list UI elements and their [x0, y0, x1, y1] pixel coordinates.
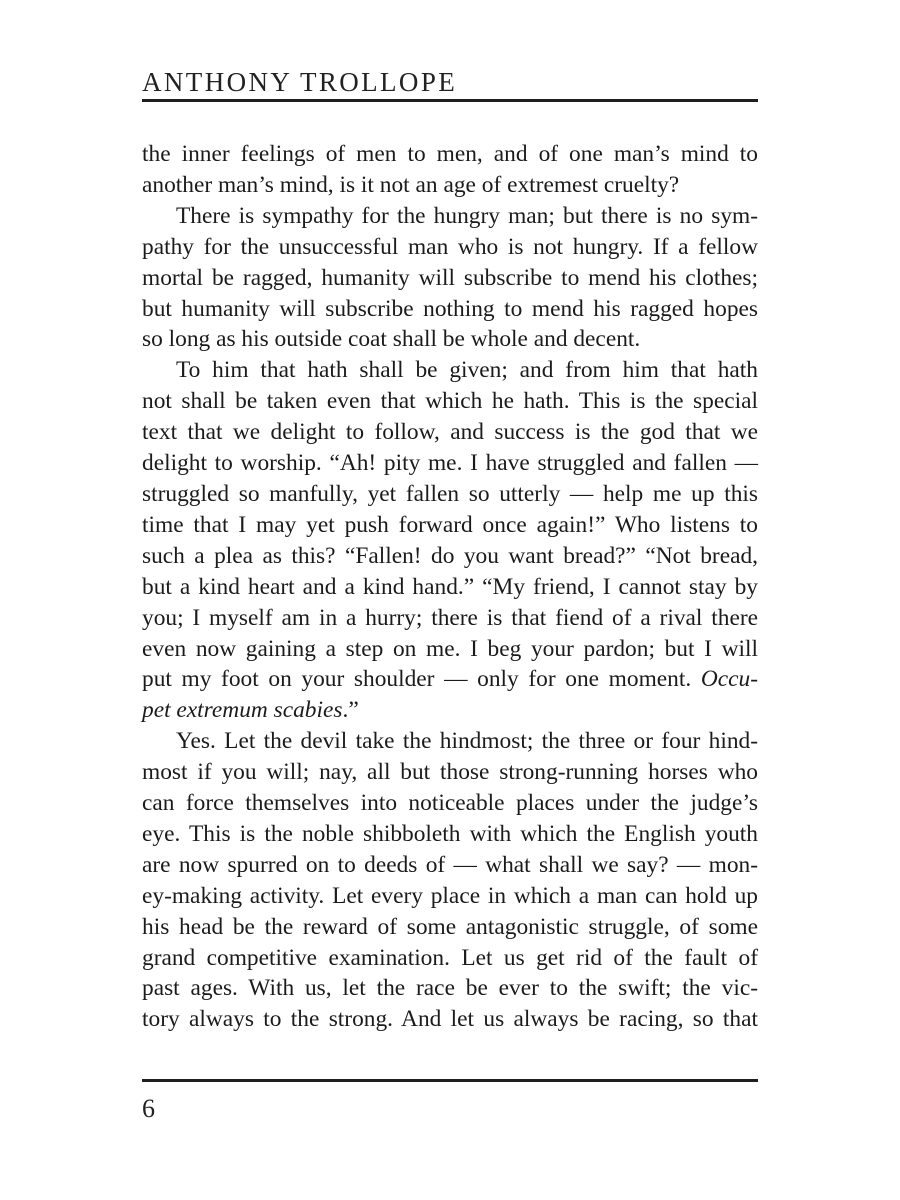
text-line: eye. This is the noble shibboleth with which the English youth — [142, 820, 758, 847]
text-line: are now spurred on to deeds of — what shall we say? — mon- — [142, 851, 758, 878]
text-line: To him that hath shall be given; and from him that hath — [176, 357, 758, 384]
body-text — [142, 139, 758, 1035]
running-head: ANTHONY TROLLOPE — [142, 67, 458, 97]
text-line: There is sympathy for the hungry man; but there is no sym- — [176, 202, 758, 229]
text-line: so long as his outside coat shall be whole and decent. — [142, 326, 641, 353]
text-line: struggled so manfully, yet fallen so utterly — help me up this — [142, 480, 758, 507]
paragraph — [142, 726, 758, 1035]
page-header — [142, 66, 758, 98]
text-line — [142, 664, 758, 695]
text-line: past ages. With us, let the race be ever to the swift; the vic- — [142, 975, 758, 1002]
text-line: but a kind heart and a kind hand.” “My friend, I cannot stay by — [142, 573, 758, 600]
text-segment: put my foot on your shoulder — only for one moment. — [142, 666, 692, 693]
text-line: you; I myself am in a hurry; there is that fiend of a rival there — [142, 604, 758, 631]
page-number: 6 — [142, 1094, 155, 1123]
header-rule — [142, 99, 758, 102]
text-line: the inner feelings of men to men, and of one man’s mind to — [142, 141, 758, 167]
text-line: pathy for the unsuccessful man who is not hungry. If a fellow — [142, 233, 758, 260]
text-line: time that I may yet push forward once again!” Who listens to — [142, 511, 758, 538]
text-line: ey-making activity. Let every place in which a man can hold up — [142, 882, 758, 909]
text-line: most if you will; nay, all but those strong-running horses who — [142, 759, 758, 786]
text-line: delight to worship. “Ah! pity me. I have struggled and fallen — — [142, 450, 758, 477]
paragraph — [142, 139, 758, 201]
italic-text: pet extremum scabies — [142, 697, 343, 724]
text-segment: .” — [342, 697, 359, 724]
text-line: mortal be ragged, humanity will subscribe to mend his clothes; — [142, 264, 758, 291]
text-line: another man’s mind, is it not an age of extremest cruelty? — [142, 171, 680, 198]
footer-rule — [142, 1079, 758, 1082]
italic-text: Occu- — [700, 666, 758, 693]
text-line: can force themselves into noticeable places under the judge’s — [142, 790, 758, 817]
text-line — [142, 695, 758, 726]
text-line: his head be the reward of some antagonistic struggle, of some — [142, 913, 758, 940]
text-line: grand competitive examination. Let us get rid of the fault of — [142, 944, 758, 971]
text-line: such a plea as this? “Fallen! do you want bread?” “Not bread, — [142, 542, 758, 569]
text-line: Yes. Let the devil take the hindmost; the three or four hind- — [176, 728, 758, 755]
text-line: not shall be taken even that which he hath. This is the special — [142, 388, 758, 415]
paragraph — [142, 355, 758, 726]
text-line: even now gaining a step on me. I beg your pardon; but I will — [142, 635, 758, 662]
paragraph — [142, 201, 758, 356]
text-line: text that we delight to follow, and success is the god that we — [142, 419, 758, 446]
text-line: tory always to the strong. And let us always be racing, so that — [142, 1006, 758, 1033]
text-line: but humanity will subscribe nothing to mend his ragged hopes — [142, 295, 758, 322]
